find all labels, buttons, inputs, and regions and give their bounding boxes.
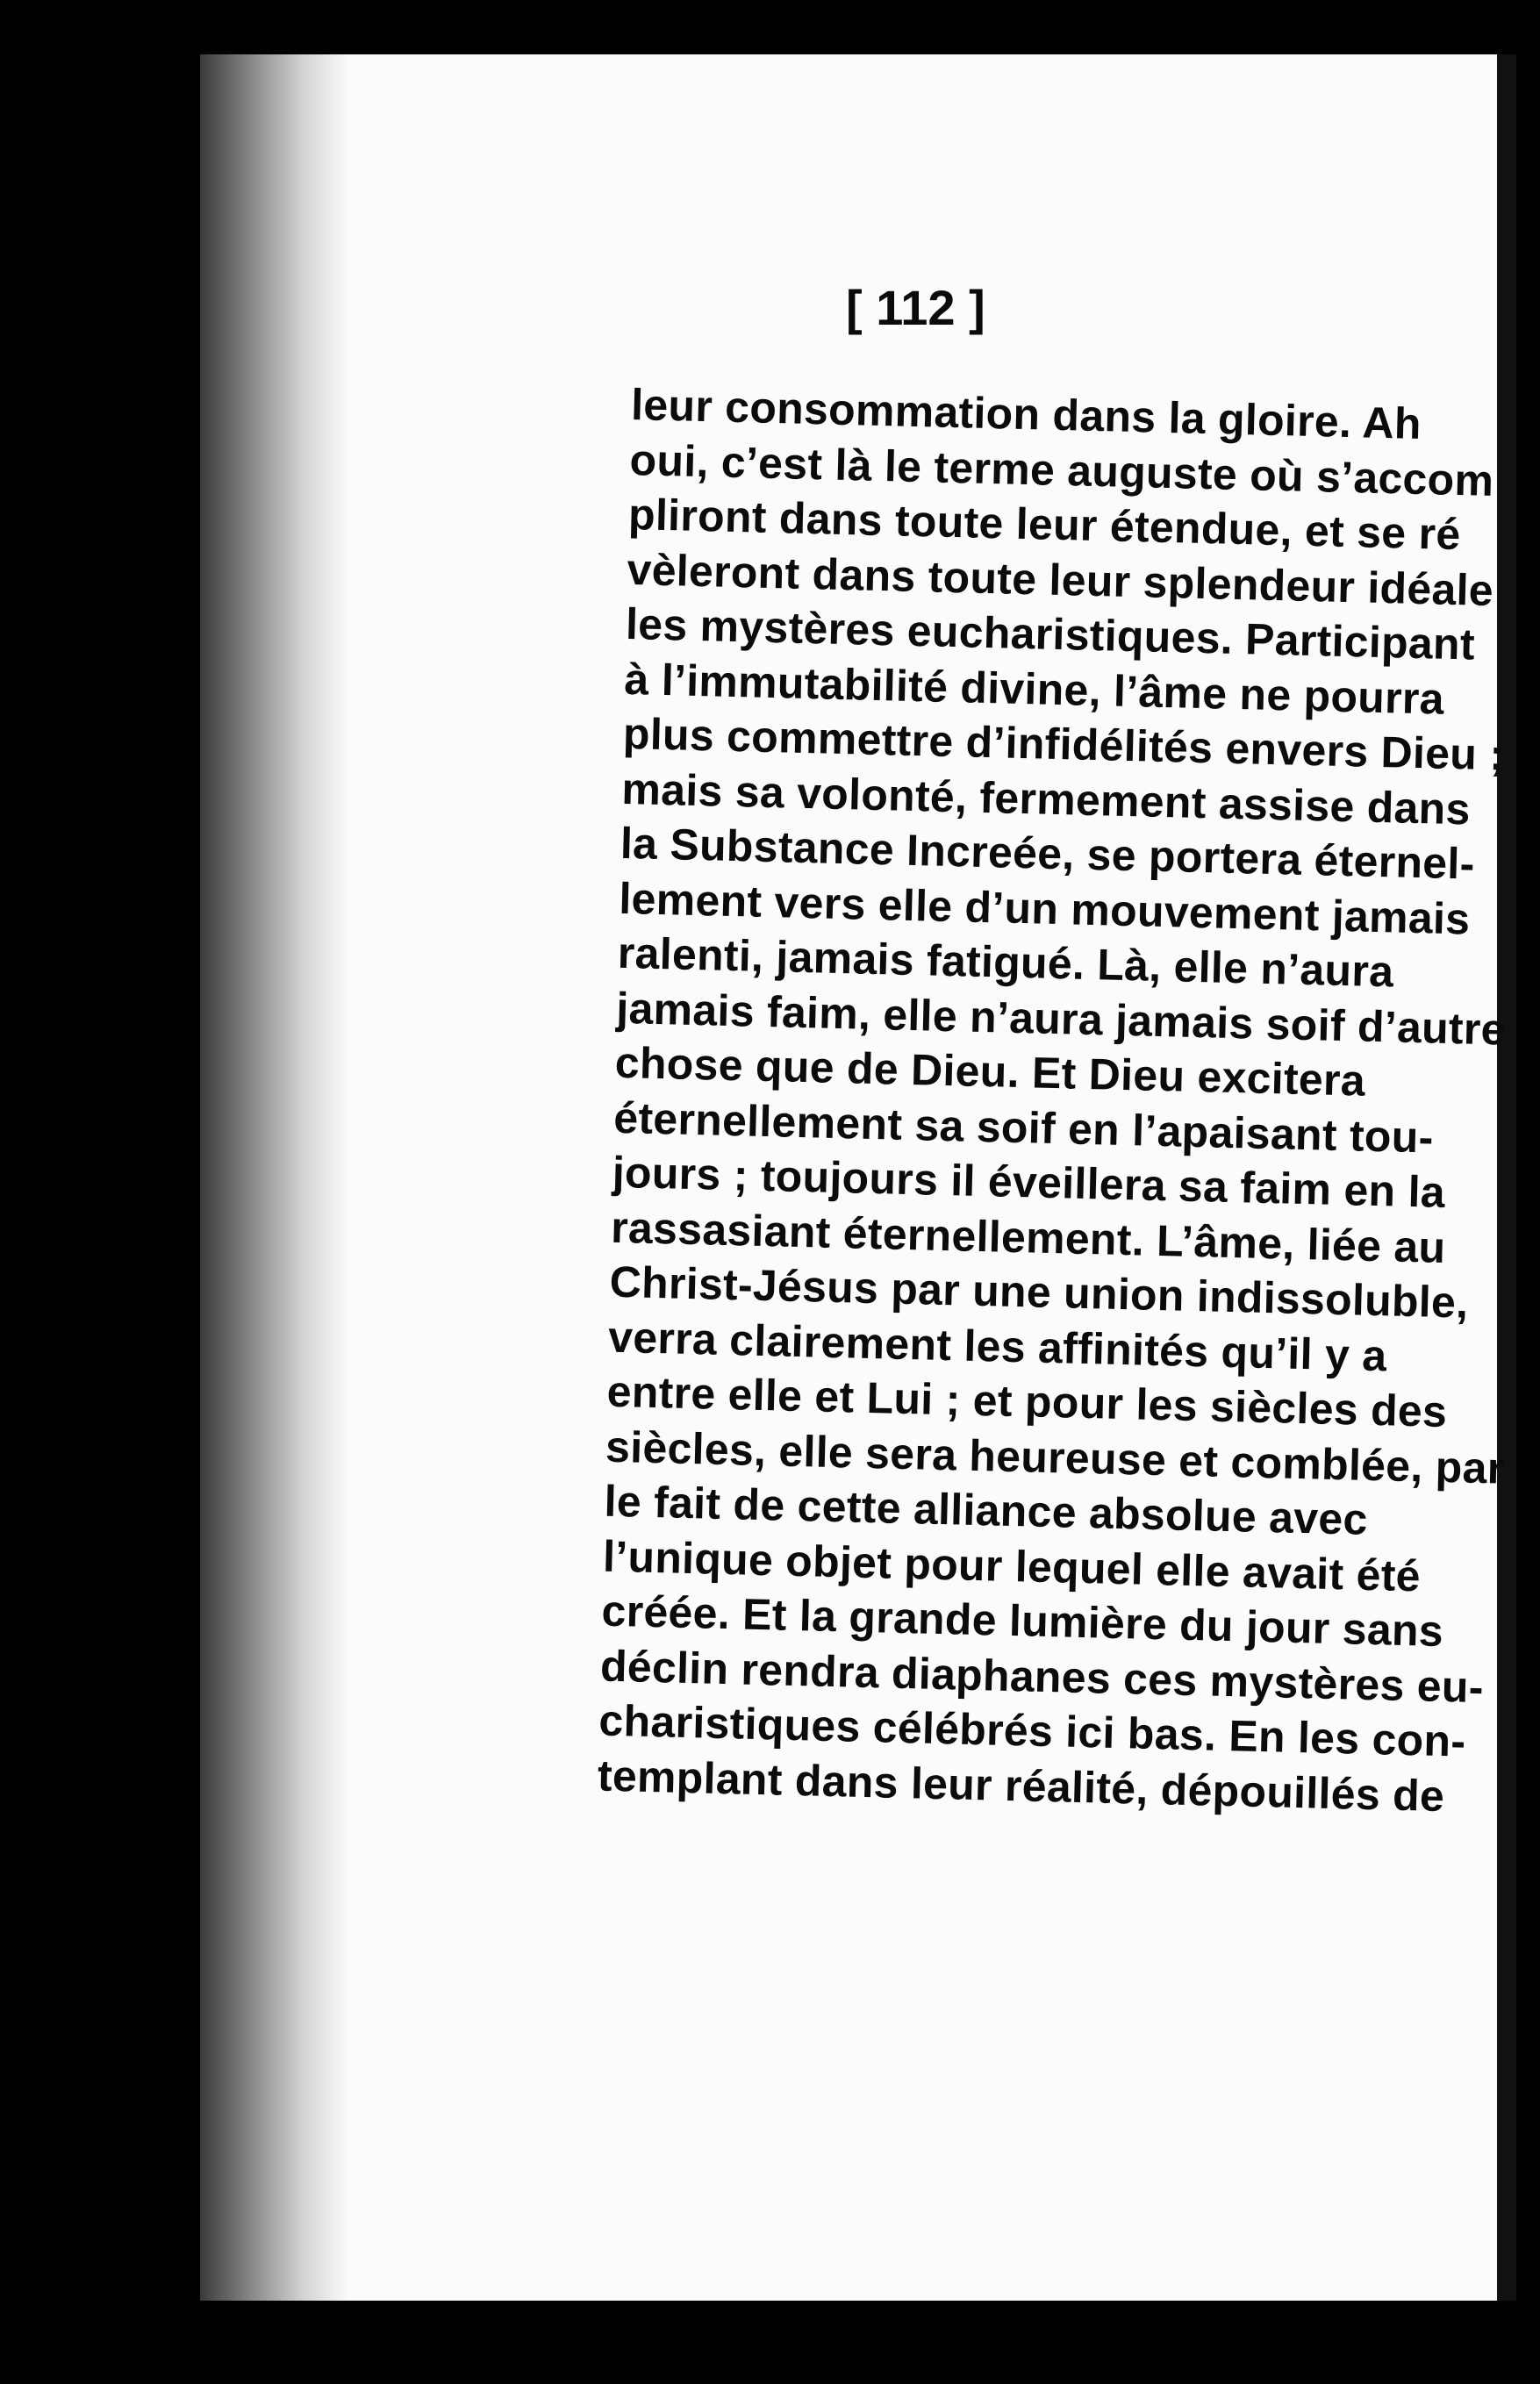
text-line: mais sa volonté, fermement assise dans (620, 763, 1472, 834)
text-line: à l’immutabilité divine, l’âme ne pourra (623, 654, 1445, 724)
text-line: Christ-Jésus par une union indissoluble, (609, 1256, 1469, 1328)
text-line: leur consommation dans la gloire. Ah (630, 379, 1422, 448)
text-line: plus commettre d’infidélités envers Dieu ; (622, 708, 1505, 780)
text-line: verra clairement les affinités qu’il y a (607, 1312, 1388, 1380)
text-line: jamais faim, elle n’aura jamais soif d’autre (615, 983, 1507, 1055)
text-line: entre elle et Lui ; et pour les siècles des (606, 1366, 1448, 1437)
page-number: [ 112 ] (846, 280, 985, 335)
text-line: créée. Et la grande lumière du jour sans (600, 1586, 1444, 1657)
text-line: les mystères eucharistiques. Participant (625, 598, 1476, 669)
text-line: chose que de Dieu. Et Dieu excitera (614, 1037, 1366, 1106)
text-line: éternellement sa soif en l’apaisant tou- (612, 1092, 1435, 1163)
body-text (597, 377, 1517, 1824)
text-line: vèleront dans toute leur splendeur idéale (626, 544, 1494, 615)
text-line: oui, c’est là le terme auguste où s’accom (629, 434, 1494, 505)
text-line: rassasiant éternellement. L’âme, liée au (610, 1202, 1447, 1272)
text-line: pliront dans toute leur étendue, et se ré (627, 489, 1462, 560)
text-line: templant dans leur réalité, dépouillés de (597, 1750, 1445, 1821)
text-line: siècles, elle sera heureuse et comblée, par (605, 1421, 1506, 1493)
text-line: la Substance Increée, se portera éternel- (620, 818, 1476, 889)
text-line: jours ; toujours il éveillera sa faim en la (612, 1147, 1446, 1217)
text-line: lement vers elle d’un mouvement jamais (618, 873, 1471, 944)
text-line: ralenti, jamais fatigué. Là, elle n’aura (617, 927, 1394, 997)
text-line: charistiques célébrés ici bas. En les con- (598, 1695, 1466, 1766)
text-line: l’unique objet pour lequel elle avait été (602, 1531, 1422, 1600)
text-line: déclin rendra diaphanes ces mystères eu- (599, 1641, 1485, 1712)
text-line: le fait de cette alliance absolue avec (604, 1476, 1369, 1544)
